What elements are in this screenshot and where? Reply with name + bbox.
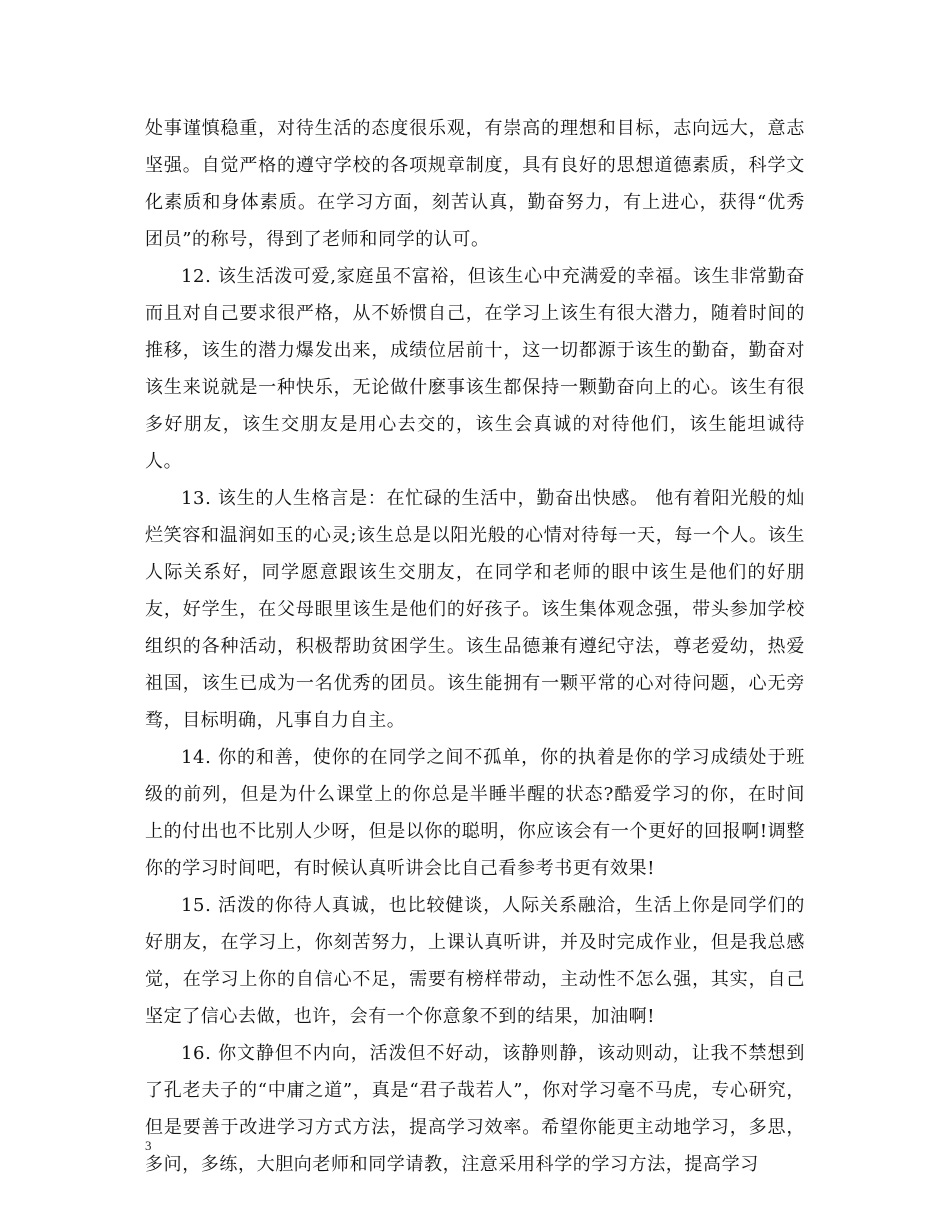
paragraph-item-13: 13. 该生的人生格言是：在忙碌的生活中，勤奋出快感。 他有着阳光般的灿烂笑容和温润如玉的心灵;该生总是以阳光般的心情对待每一天，每一个人。该生人际关系好，同学愿意跟该生交朋友，在同学和老师的眼中该生是他们的好朋友，好学生，在父母眼里该生是他们的好孩子。该生集体观念强，带头参加学校组织的各种活动，积极帮助贫困学生。该生品德兼有遵纪守法，尊老爱幼，热爱祖国，该生已成为一名优秀的团员。该生能拥有一颗平常的心对待问题，心无旁骛，目标明确，凡事自力自主。 (145, 488, 805, 731)
paragraph-item-15: 15. 活泼的你待人真诚，也比较健谈，人际关系融洽，生活上你是同学们的好朋友，在学习上，你刻苦努力，上课认真听讲，并及时完成作业，但是我总感觉，在学习上你的自信心不足，需要有榜样带动，主动性不怎么强，其实，自己坚定了信心去做，也许，会有一个你意象不到的结果，加油啊! (145, 895, 805, 1027)
paragraph-item-12: 12. 该生活泼可爱,家庭虽不富裕，但该生心中充满爱的幸福。该生非常勤奋而且对自己要求很严格，从不娇惯自己，在学习上该生有很大潜力，随着时间的推移，该生的潜力爆发出来，成绩位居前十，这一切都源于该生的勤奋，勤奋对该生来说就是一种快乐，无论做什麽事该生都保持一颗勤奋向上的心。该生有很多好朋友，该生交朋友是用心去交的，该生会真诚的对待他们，该生能坦诚待人。 (145, 266, 805, 472)
paragraph-item-16: 16. 你文静但不内向，活泼但不好动，该静则静，该动则动，让我不禁想到了孔老夫子的“中庸之道”，真是“君子哉若人”，你对学习毫不马虎，专心研究，但是要善于改进学习方式方法，提高学习效率。希望你能更主动地学习，多思，多问，多练，大胆向老师和同学请教，注意采用科学的学习方法，提高学习 (145, 1043, 805, 1175)
page-number: 3 (145, 1138, 152, 1153)
paragraph-continuation: 处事谨慎稳重，对待生活的态度很乐观，有崇高的理想和目标，志向远大，意志坚强。自觉严格的遵守学校的各项规章制度，具有良好的思想道德素质，科学文化素质和身体素质。在学习方面，刻苦认真，勤奋努力，有上进心，获得“优秀团员”的称号，得到了老师和同学的认可。 (145, 118, 805, 250)
document-body (145, 110, 805, 1183)
paragraph-item-14: 14. 你的和善，使你的在同学之间不孤单，你的执着是你的学习成绩处于班级的前列，但是为什么课堂上的你总是半睡半醒的状态?酷爱学习的你，在时间上的付出也不比别人少呀，但是以你的聪明，你应该会有一个更好的回报啊!调整你的学习时间吧，有时候认真听讲会比自己看参考书更有效果! (145, 747, 805, 879)
